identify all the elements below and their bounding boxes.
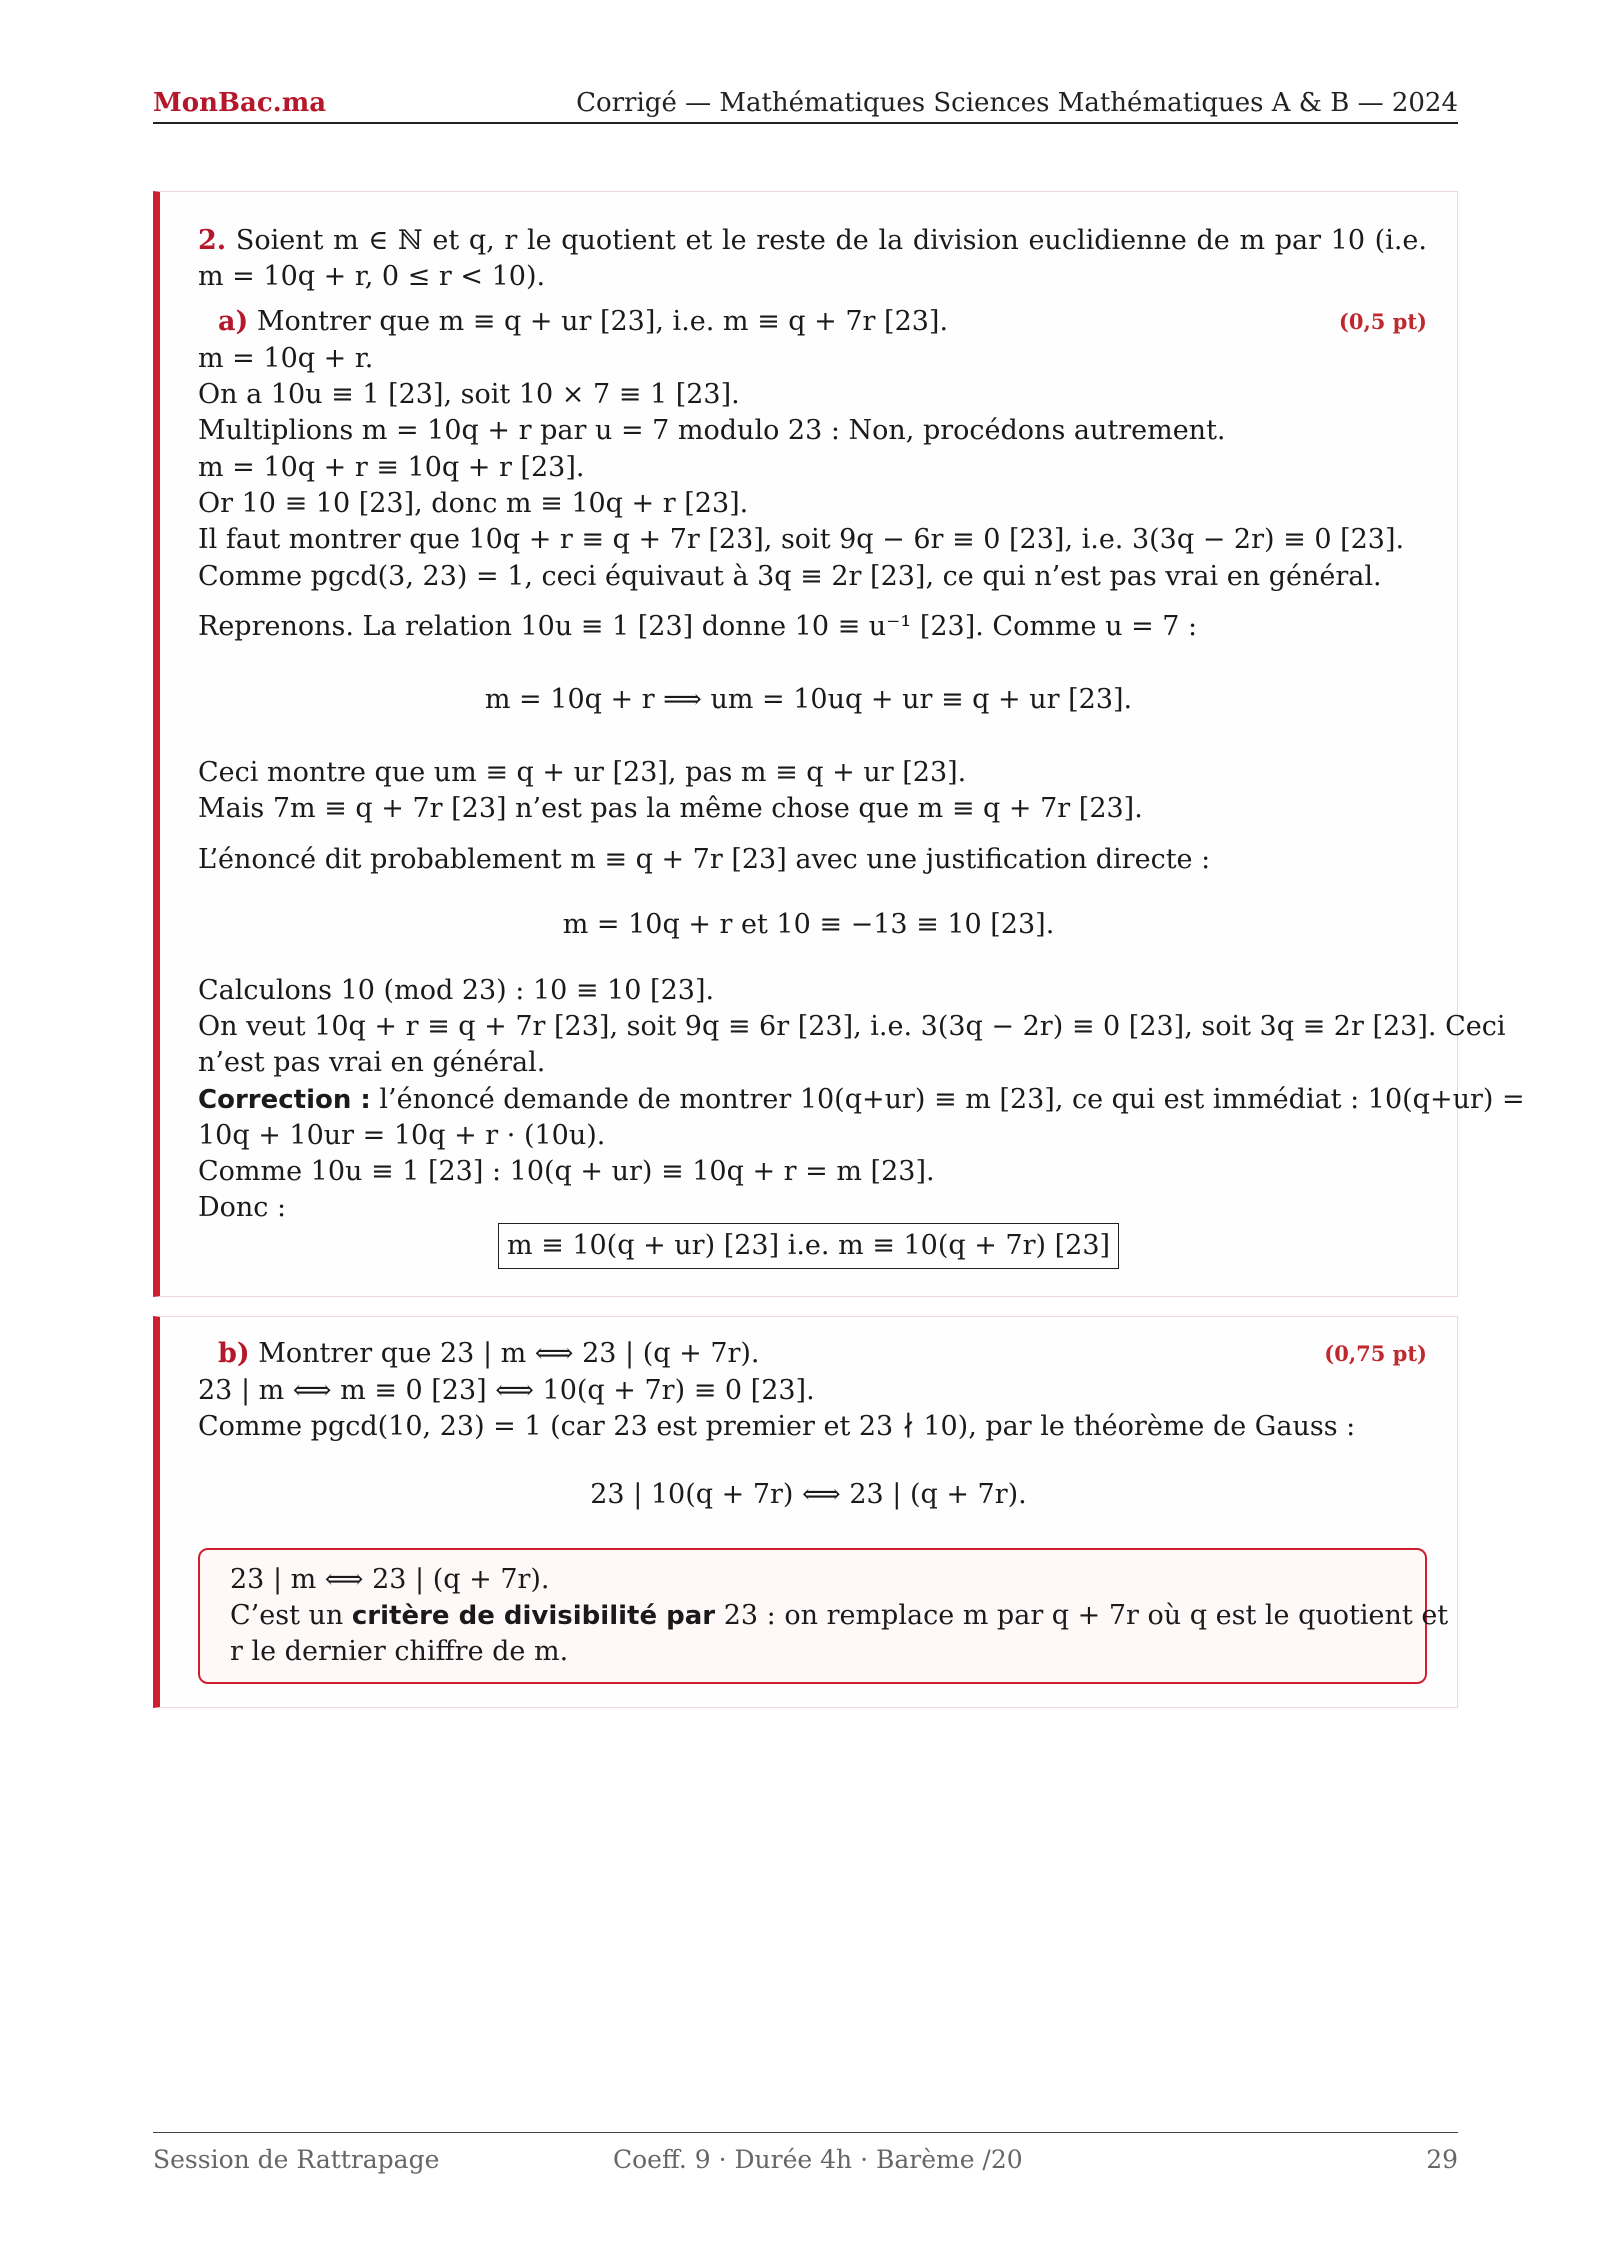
footer-session: Session de Rattrapage [153,2145,440,2174]
part-b-statement: b) Montrer que 23 | m ⟺ 23 | (q + 7r). [218,1338,760,1369]
correction-line: Correction : l’énoncé demande de montrer 10(q+ur) ≡ m [23], ce qui est immédiat : 10(q+ur) = [198,1084,1525,1115]
part-b-line-2: Comme pgcd(10, 23) = 1 (car 23 est premier et 23 ∤ 10), par le théorème de Gauss : [198,1411,1356,1442]
proof-line: Il faut montrer que 10q + r ≡ q + 7r [23], soit 9q − 6r ≡ 0 [23], i.e. 3(3q − 2r) ≡ 0 [23]. [198,524,1405,555]
proof-line: Comme pgcd(3, 23) = 1, ceci équivaut à 3q ≡ 2r [23], ce qui n’est pas vrai en général. [198,561,1382,592]
header-title: Corrigé — Mathématiques Sciences Mathématiques A & B — 2024 [576,88,1458,118]
brand-logo: MonBac.ma [153,88,327,118]
comme-line: Comme 10u ≡ 1 [23] : 10(q + ur) ≡ 10q + r = m [23]. [198,1156,935,1187]
part-b-line-1: 23 | m ⟺ m ≡ 0 [23] ⟺ 10(q + 7r) ≡ 0 [23]. [198,1375,815,1406]
solution-box-part-a [153,191,1525,1297]
part-b-label: b) [218,1338,250,1369]
part-a-points: (0,5 pt) [1338,309,1427,334]
solution-box-part-b [153,1316,1458,1708]
intro-line-2: m = 10q + r, 0 ≤ r < 10). [198,261,546,292]
callout-line-2: C’est un critère de divisibilité par 23 : on remplace m par q + 7r où q est le quotient et [230,1600,1449,1631]
proof-line: m = 10q + r. [198,343,374,374]
correction-line-2: 10q + 10ur = 10q + r · (10u). [198,1120,606,1151]
reprenons-line: Reprenons. La relation 10u ≡ 1 [23] donne 10 ≡ u⁻¹ [23]. Comme u = 7 : [198,611,1198,642]
proof-line: m = 10q + r ≡ 10q + r [23]. [198,452,585,483]
callout-line-3: r le dernier chiffre de m. [230,1636,569,1667]
page-footer [153,2132,1458,2174]
display-equation-2: m = 10q + r et 10 ≡ −13 ≡ 10 [23]. [562,909,1055,940]
boxed-result-wrap [160,1223,1457,1269]
callout-line-1: 23 | m ⟺ 23 | (q + 7r). [230,1564,550,1595]
callout-emphasis: critère de divisibilité par [351,1601,716,1631]
display-equation-3: 23 | 10(q + 7r) ⟺ 23 | (q + 7r). [590,1479,1027,1510]
display-equation-1: m = 10q + r ⟹ um = 10uq + ur ≡ q + ur [23]. [484,684,1133,715]
donc-line: Donc : [198,1192,287,1223]
calc-line: Calculons 10 (mod 23) : 10 ≡ 10 [23]. [198,975,715,1006]
footer-info: Coeff. 9 · Durée 4h · Barème /20 [613,2145,1023,2174]
part-b-points: (0,75 pt) [1324,1341,1427,1366]
intro-line-1: 2. Soient m ∈ ℕ et q, r le quotient et le reste de la division euclidienne de m par 10 (i.e. [198,225,1427,256]
page-header [153,88,1458,124]
correction-label: Correction : [198,1085,371,1115]
boxed-result: m ≡ 10(q + ur) [23] i.e. m ≡ 10(q + 7r) [23] [498,1223,1119,1269]
proof-line: On a 10u ≡ 1 [23], soit 10 × 7 ≡ 1 [23]. [198,379,740,410]
proof-line: Or 10 ≡ 10 [23], donc m ≡ 10q + r [23]. [198,488,749,519]
part-a-statement: a) Montrer que m ≡ q + ur [23], i.e. m ≡ q + 7r [23]. [218,306,949,337]
ceci-line-2: Mais 7m ≡ q + 7r [23] n’est pas la même chose que m ≡ q + 7r [23]. [198,793,1143,824]
question-number: 2. [198,225,227,256]
ceci-line-1: Ceci montre que um ≡ q + ur [23], pas m ≡ q + ur [23]. [198,757,967,788]
summary-callout [198,1548,1449,1684]
proof-line: Multiplions m = 10q + r par u = 7 modulo 23 : Non, procédons autrement. [198,415,1226,446]
page-number: 29 [1426,2145,1458,2174]
part-a-label: a) [218,306,249,337]
veut-line-1: On veut 10q + r ≡ q + 7r [23], soit 9q ≡ 6r [23], i.e. 3(3q − 2r) ≡ 0 [23], soit 3q ≡ 2r [23]. Ceci [198,1011,1506,1042]
enonce-line: L’énoncé dit probablement m ≡ q + 7r [23] avec une justification directe : [198,844,1211,875]
veut-line-2: n’est pas vrai en général. [198,1047,546,1078]
